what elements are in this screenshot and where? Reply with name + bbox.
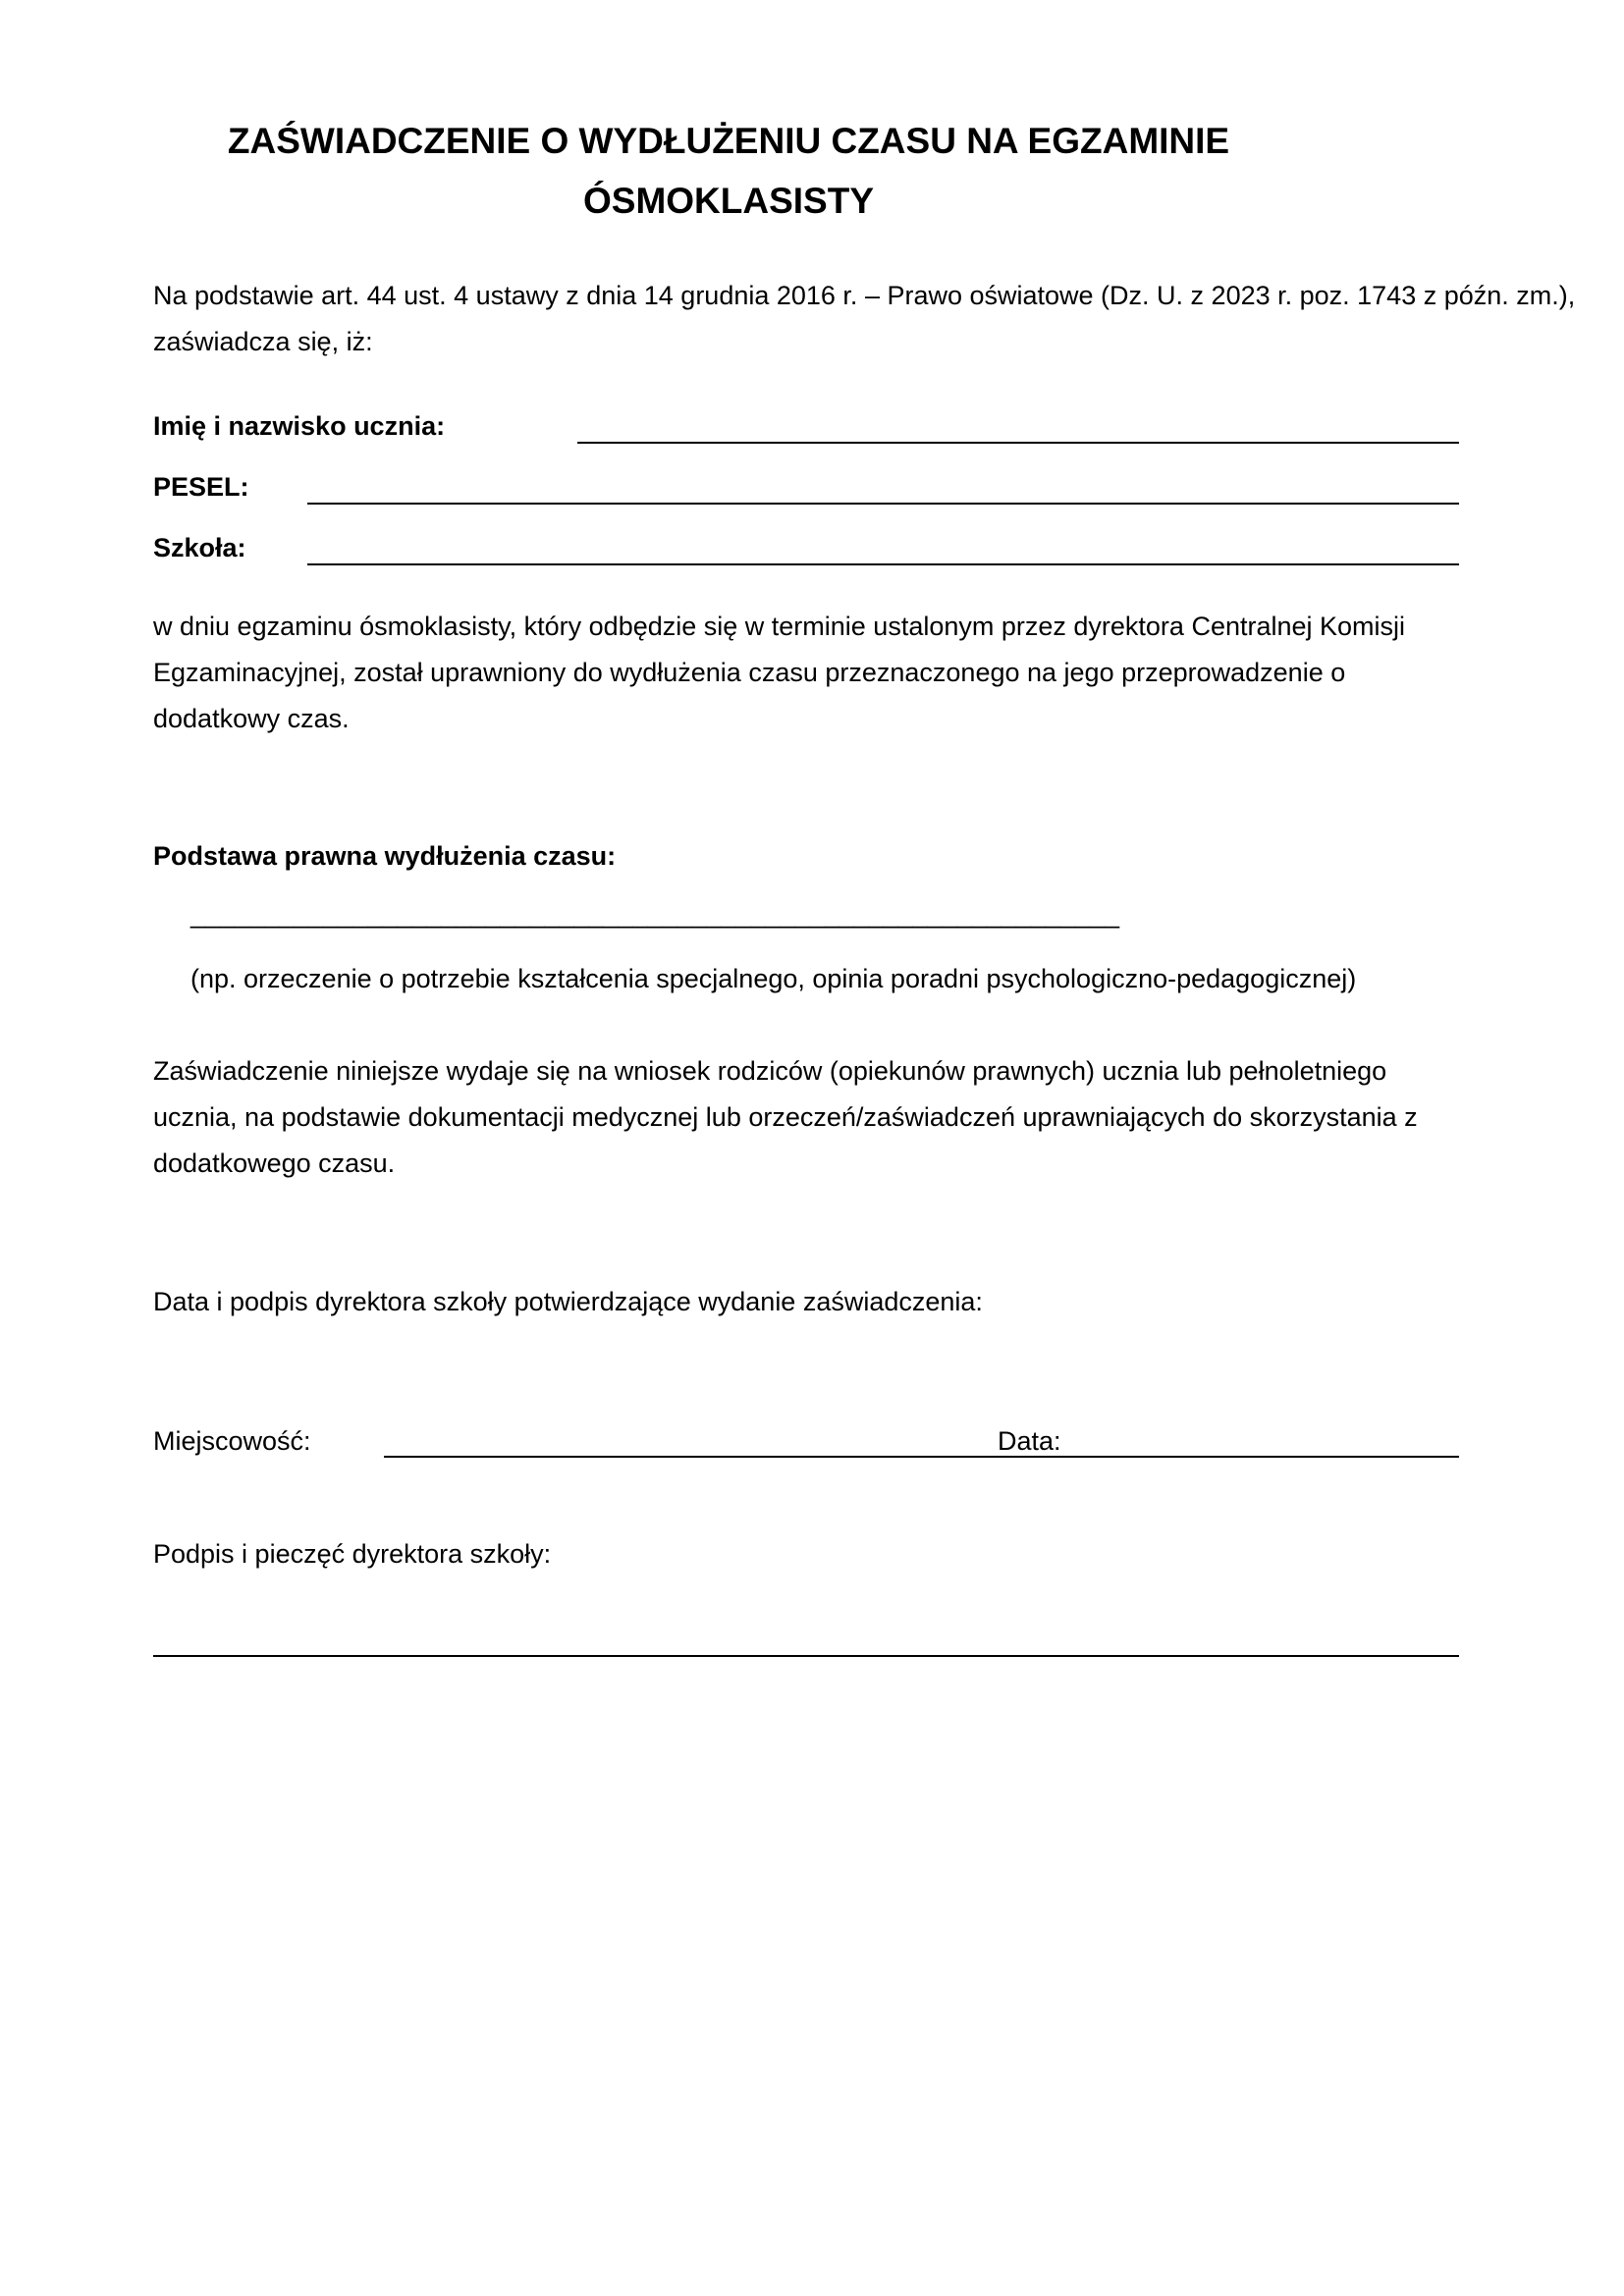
place-date-field[interactable] [384, 1456, 1459, 1458]
exam-paragraph [153, 604, 1469, 742]
request-paragraph-line-3: dodatkowego czasu. [153, 1148, 396, 1178]
legal-basis-blank-field[interactable]: _______________________________________________________________ [190, 899, 1120, 929]
pesel-field[interactable] [307, 503, 1459, 505]
legal-basis-heading: Podstawa prawna wydłużenia czasu: [153, 841, 617, 871]
director-confirmation-text: Data i podpis dyrektora szkoły potwierdzające wydanie zaświadczenia: [153, 1287, 983, 1316]
request-paragraph [153, 1048, 1469, 1187]
student-name-field[interactable] [577, 442, 1459, 444]
request-paragraph-line-2: ucznia, na podstawie dokumentacji medycznej lub orzeczeń/zaświadczeń uprawniających do skorzystania z [153, 1102, 1418, 1132]
intro-paragraph [153, 273, 1624, 365]
signature-label: Podpis i pieczęć dyrektora szkoły: [153, 1539, 552, 1569]
place-label: Miejscowość: [153, 1426, 311, 1456]
signature-field[interactable] [153, 1655, 1459, 1657]
exam-paragraph-line-1: w dniu egzaminu ósmoklasisty, który odbędzie się w terminie ustalonym przez dyrektora Centralnej Komisji [153, 612, 1406, 641]
exam-paragraph-line-2: Egzaminacyjnej, został uprawniony do wydłużenia czasu przeznaczonego na jego przeprowadzenie o [153, 658, 1346, 687]
student-name-label: Imię i nazwisko ucznia: [153, 411, 446, 441]
request-paragraph-line-1: Zaświadczenie niniejsze wydaje się na wniosek rodziców (opiekunów prawnych) ucznia lub pełnoletniego [153, 1056, 1387, 1086]
document-title-line-1: ZAŚWIADCZENIE O WYDŁUŻENIU CZASU NA EGZAMINIE [227, 121, 1230, 161]
pesel-label: PESEL: [153, 472, 249, 502]
legal-basis-hint: (np. orzeczenie o potrzebie kształcenia specjalnego, opinia poradni psychologiczno-pedagogicznej) [190, 964, 1357, 993]
school-label: Szkoła: [153, 533, 246, 562]
exam-paragraph-line-3: dodatkowy czas. [153, 704, 350, 733]
intro-line-1: Na podstawie art. 44 ust. 4 ustawy z dnia 14 grudnia 2016 r. – Prawo oświatowe (Dz. U. z 2023 r. poz. 1743 z późn. zm.), [153, 281, 1576, 310]
school-field[interactable] [307, 563, 1459, 565]
intro-line-2: zaświadcza się, iż: [153, 327, 373, 356]
document-title-line-2: ÓSMOKLASISTY [582, 181, 875, 221]
date-label: Data: [998, 1426, 1061, 1456]
